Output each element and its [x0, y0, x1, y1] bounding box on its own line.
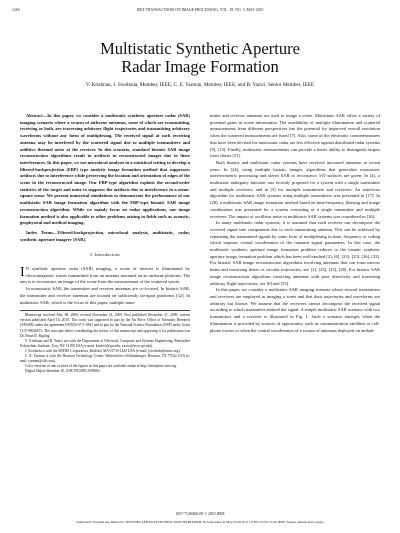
intro-paragraph-1-text: N synthetic aperture radar (SAR) imaging, a scene of interest is illuminated by electromagnetic waves transmitted from an antenna mounted on an airborne platform. The aim is to reconstruct an image of the scene from the measurement of the scattered waves.	[20, 266, 190, 285]
footnote-affiliation-1: V. Krishnan and B. Yazici are with the Department of Electrical, Computer and Systems Engineering, Rensselaer Polytechnic Institute, Troy, NY 12180 USA (e-mail: krishv2@rpi.edu; yazici@ecse.rpi.edu).	[20, 338, 190, 348]
section-heading-introduction: I. Introduction	[90, 252, 120, 258]
drop-cap: I	[20, 265, 25, 281]
left-column	[20, 113, 190, 374]
running-header	[12, 8, 388, 16]
paper-title	[0, 40, 400, 76]
issn-line: 1057-7149/$26.00 © 2010 IEEE	[175, 512, 225, 516]
title-line-2: Radar Image Formation	[121, 57, 279, 76]
footnote-affiliation-2: J. Swoboda is with the MITRE Corporation, Bedford, MA 01730-1420 USA (e-mail: jswoboda@mitre.org).	[25, 348, 181, 353]
index-terms: Index Terms—Filtered-backprojection, microlocal analysis, multistatic, radar, synthetic aperture imagery (SAR).	[20, 229, 190, 242]
intro-paragraph-1	[20, 266, 190, 286]
right-paragraph-4: In this paper, we consider a multistatic SAR imaging scenario where several transmitters and receivers are employed in imaging a scene and that their trajectories and waveforms are arbitrary but known. We assume that the receivers cannot decompose the received signal according to which transmitter emitted the signal. A simple multistatic SAR scenario with two transmitters and a receiver is illustrated in Fig. 1. Such a scenario emerges when the illumination is provided by sources of opportunity, such as communication satellites or cell-phone towers or when the central coordination of a swarm of antennas deployed on unihab-	[210, 287, 380, 333]
right-paragraph-2: Both bistatic and multistatic radar systems have received increased attention in recent years. In [24], using multiple bistatic images, algorithms that generalize monostatic interferometric processing and stereo SAR to reconstruct 3-D surfaces are given. In [4], a multistatic ambiguity function was recently proposed for a system with a single transmitter and multiple receivers, and in [3] for multiple transmitters and receivers. An autofocus algorithm for multistatic SAR systems using multiple transmitters was presented in [17]. In [28], a multistatic SAR image formation method based on time-frequency filtering and image combination was presented for a system consisting of a single transmitter and multiple receivers. The impact of oscillator noise in multistatic SAR systems was considered in [16].	[210, 159, 380, 219]
right-column	[210, 113, 380, 334]
license-notice: Authorized licensed use limited to: RENSSELAER POLYTECHNIC INST HARTFORD. Downloaded on May 03,2010 at 14:38:15 UTC from IEEE Xplore. Restrictions apply.	[76, 520, 324, 524]
page-number: 1260	[12, 8, 20, 12]
footnotes	[20, 310, 190, 374]
author-list: V. Krishnan, J. Swoboda, Member, IEEE, C. E. Yarman, Member, IEEE, and B. Yazici, Senior Member, IEEE	[85, 82, 315, 88]
intro-paragraph-2: In monostatic SAR, the transmitter and receiver antennas are co-located. In bistatic SAR, the transmitter and receiver antennas are located on sufficiently far-apart platforms [32]. In multistatic SAR, which is the focus of this paper, multiple trans-	[20, 286, 190, 305]
right-paragraph-3: In many multistatic radar systems, it is assumed that each receiver can decompose the received signal into components due to each transmitting antenna. This can be achieved by separating the transmitted signals by some form of multiplexing in time, frequency or coding which requires central coordination of the transmit signal parameters. In this case, the multistatic synthetic aperture image formation problem reduces to the bistatic synthetic aperture image formation problem which has been well-studied [2], [6], [23], [25], [26], [33]. For bistatic SAR image reconstruction algorithms involving antennas that can form narrow beam and traversing linear or circular trajectories, see [2], [23], [25], [26]. For bistatic SAR image reconstruction algorithms involving antennas with poor directivity and traversing arbitrary flight trajectories, see [6] and [33].	[210, 220, 380, 286]
journal-header: IEEE TRANSACTIONS ON IMAGE PROCESSING, VOL. 19, NO. 5, MAY 2010	[136, 8, 264, 12]
footnote-affiliation-3: C. E. Yarman is with the Houston Technology Center, WesternGeco-Schlumberger, Houston, TX 77042 USA (e-mail: yarman@slb.com).	[20, 354, 190, 364]
abstract: Abstract—In this paper, we consider a multistatic synthetic aperture radar (SAR) imaging scenario where a swarm of airborne antennas, some of which are transmitting, receiving or both, are traversing arbitrary flight trajectories and transmitting arbitrary waveforms without any form of multiplexing. The received signal at each receiving antenna may be interfered by the scattered signal due to multiple transmitters and additive thermal noise at the receiver. In this scenario, standard bistatic SAR image reconstruction algorithms result in artifacts in reconstructed images due to these interferences. In this paper, we use microlocal analysis in a statistical setting to develop a filtered-backprojection (FBP) type analytic image formation method that suppresses artifacts due to interference while preserving the location and orientation of edges of the scene in the reconstructed image. Our FBP-type algorithm exploits the second-order statistics of the target and noise to suppress the artifacts due to interference in a mean-square sense. We present numerical simulations to demonstrate the performance of our multistatic SAR image formation algorithm with the FBP-type bistatic SAR image reconstruction algorithm. While we mainly focus on radar applications, our image formation method is also applicable to other problems arising in fields such as acoustic, geophysical and medical imaging.	[20, 113, 190, 226]
footnote-color: Color versions of one or more of the figures in this paper are available online at http://ieeexplore.ieee.org.	[25, 364, 178, 369]
title-line-1: Multistatic Synthetic Aperture	[100, 39, 300, 58]
footnote-doi: Digital Object Identifier 10.1109/TIP.2009.2039662	[25, 369, 100, 374]
footnote-received: Manuscript received May 08, 2009; revised November 24, 2009. First published December 31, 2009; current version published April 16, 2010. This work was supported in part by the Air Force Office of Scientific Research (AFOSR) under the agreement FA9550-07-1-0363 and in part by the National Science Foundation (NSF) under Grant CCF-08030672. The associate editor coordinating the review of this manuscript and approving it for publication was Dr. Brian D. Rigling.	[20, 313, 190, 338]
right-paragraph-1: mitter and receiver antennas are used to image a scene. Multistatic SAR offers a variety of potential gains in scene information. The availability of multiple illumination and scattered measurements from different perspectives has the potential for improved overall resolution when the scattered measurements are fused [7]. Also, some of the electronic countermeasures that have been devised for monostatic radar are less effective against distributed radar systems [9], [13]. Finally, multistatic measurements can provide a better ability to distinguish targets from clutter [31].	[210, 113, 380, 159]
